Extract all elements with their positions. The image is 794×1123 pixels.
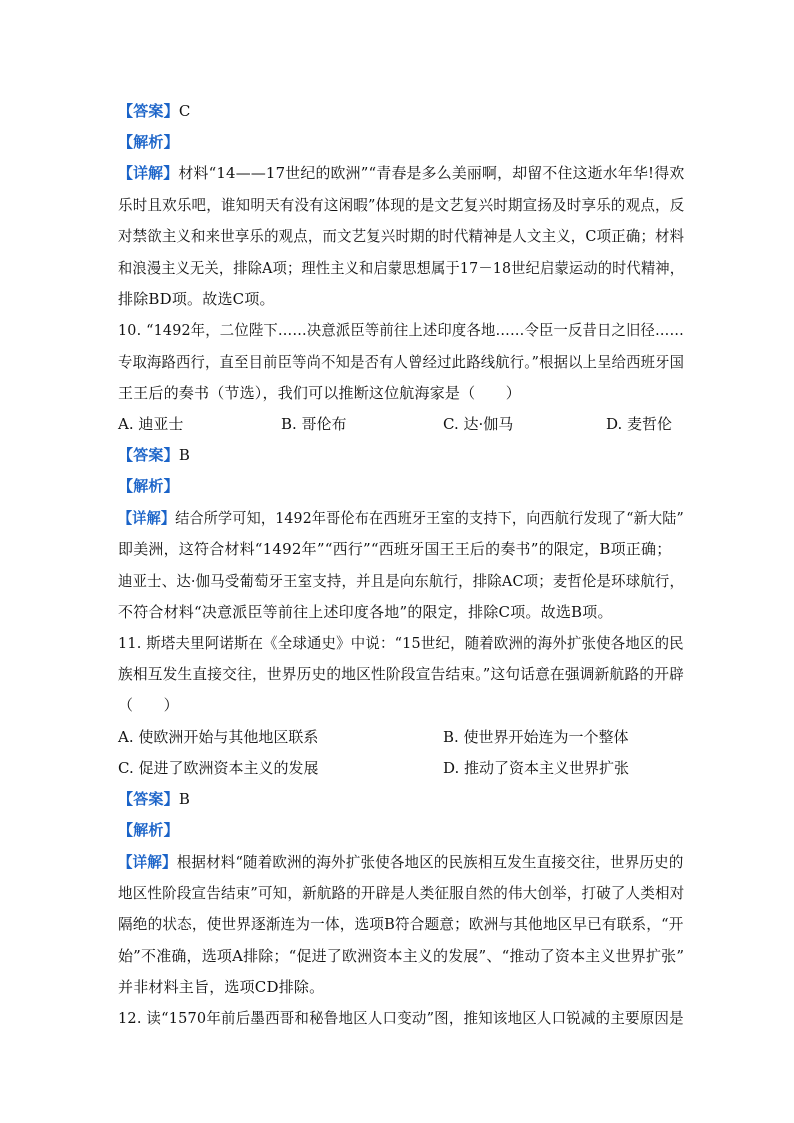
- q12-stem-line: 12. 读“1570年前后墨西哥和秘鲁地区人口变动”图，推知该地区人口锐减的主要原因是: [118, 1009, 684, 1027]
- q9-detail-line: 乐时且欢乐吧，谁知明天有没有这闲暇”体现的是文艺复兴时期宣扬及时享乐的观点，反: [118, 196, 685, 214]
- detail-text: 材料“14——17世纪的欧洲”“青春是多么美丽啊，却留不住这逝水年华!得欢: [178, 164, 685, 182]
- answer-value: B: [178, 446, 191, 464]
- answer-tag: 【答案】: [118, 446, 179, 464]
- analysis-tag: 【解析】: [118, 477, 179, 495]
- detail-text: 根据材料“随着欧洲的海外扩张使各地区的民族相互发生直接交往，世界历史的: [176, 853, 684, 871]
- analysis-tag: 【解析】: [118, 133, 179, 151]
- q11-detail-line: [118, 852, 684, 872]
- detail-tag: 【详解】: [118, 853, 177, 871]
- q10-answer: [118, 445, 190, 465]
- q11-detail-line: 隔绝的状态，使世界逐渐连为一体，选项B符合题意；欧洲与其他地区早已有联系，“开: [118, 915, 684, 933]
- q9-detail-line: 和浪漫主义无关，排除A项；理性主义和启蒙思想属于17－18世纪启蒙运动的时代精神，: [118, 259, 685, 277]
- answer-tag: 【答案】: [118, 102, 179, 120]
- q11-stem-line: （ ）: [118, 696, 179, 714]
- q9-detail-line: 排除BD项。故选C项。: [118, 290, 275, 308]
- analysis-tag: 【解析】: [118, 821, 179, 839]
- q9-analysis-heading: [118, 132, 179, 152]
- q10-stem-line: 专取海路西行，直至目前臣等尚不知是否有人曾经过此路线航行。”根据以上呈给西班牙国: [118, 353, 685, 371]
- q10-option-c: C. 达·伽马: [443, 415, 514, 433]
- q10-stem-line: 10. “1492年，二位陛下……决意派臣等前往上述印度各地……令臣一反昔日之旧径……: [118, 321, 685, 339]
- q9-detail-line: 对禁欲主义和来世享乐的观点，而文艺复兴时期的时代精神是人文主义，C项正确；材料: [118, 227, 685, 245]
- detail-tag: 【详解】: [118, 164, 179, 182]
- q11-detail-line: 地区性阶段宣告结束”可知，新航路的开辟是人类征服自然的伟大创举，打破了人类相对: [118, 884, 685, 902]
- q10-detail-line: [118, 508, 684, 528]
- q11-option-b: B. 使世界开始连为一个整体: [443, 728, 629, 746]
- detail-tag: 【详解】: [118, 509, 176, 527]
- q9-detail-line: [118, 163, 684, 183]
- q9-answer: [118, 101, 191, 121]
- q11-option-d: D. 推动了资本主义世界扩张: [443, 759, 630, 777]
- q10-stem-line: 王王后的奏书（节选），我们可以推断这位航海家是（ ）: [118, 384, 521, 402]
- q10-option-b: B. 哥伦布: [281, 415, 347, 433]
- answer-value: C: [178, 102, 191, 120]
- q10-detail-line: 不符合材料“决意派臣等前往上述印度各地”的限定，排除C项。故选B项。: [118, 603, 613, 621]
- answer-tag: 【答案】: [118, 790, 179, 808]
- q11-answer: [118, 789, 190, 809]
- q11-detail-line: 始”不准确，选项A排除；“促进了欧洲资本主义的发展”、“推动了资本主义世界扩张”: [118, 947, 685, 965]
- q10-option-a: A. 迪亚士: [118, 415, 184, 433]
- q11-option-c: C. 促进了欧洲资本主义的发展: [118, 759, 319, 777]
- q10-analysis-heading: [118, 476, 179, 496]
- q11-stem-line: 11. 斯塔夫里阿诺斯在《全球通史》中说：“15世纪，随着欧洲的海外扩张使各地区的民: [118, 634, 684, 652]
- q10-option-d: D. 麦哲伦: [606, 415, 673, 433]
- answer-value: B: [178, 790, 191, 808]
- q11-analysis-heading: [118, 820, 179, 840]
- q10-detail-line: 即美洲，这符合材料“1492年”“西行”“西班牙国王王后的奏书”的限定，B项正确；: [118, 540, 672, 558]
- q11-stem-line: 族相互发生直接交往，世界历史的地区性阶段宣告结束。”这句话意在强调新航路的开辟: [118, 665, 684, 683]
- detail-text: 结合所学可知，1492年哥伦布在西班牙王室的支持下，向西航行发现了“新大陆”: [175, 509, 684, 527]
- q10-detail-line: 迪亚士、达·伽马受葡萄牙王室支持，并且是向东航行，排除AC项；麦哲伦是环球航行，: [118, 572, 685, 590]
- q11-detail-line: 并非材料主旨，选项CD排除。: [118, 978, 325, 996]
- q11-option-a: A. 使欧洲开始与其他地区联系: [118, 728, 319, 746]
